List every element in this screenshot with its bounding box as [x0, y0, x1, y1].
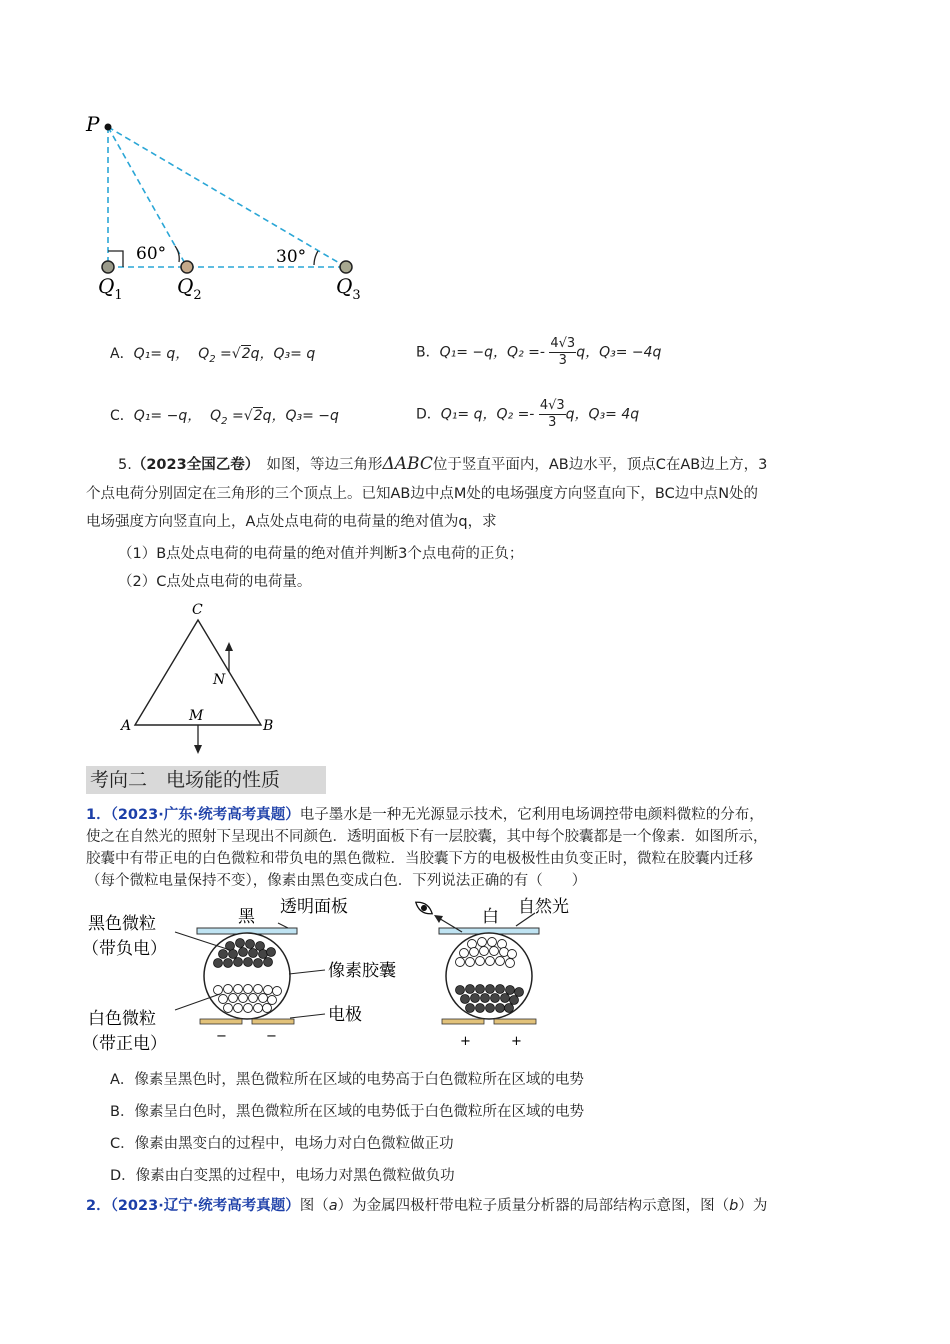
charge-q1 — [102, 261, 114, 273]
svg-text:C: C — [192, 602, 203, 618]
svg-text:像素胶囊: 像素胶囊 — [328, 961, 396, 981]
svg-text:（带正电）: （带正电） — [82, 1034, 167, 1054]
p1-line3: 胶囊中有带正电的白色微粒和带负电的黑色微粒．当胶囊下方的电极极性由负变正时，微粒在胶囊内迁移 — [86, 851, 753, 867]
eink-figure — [80, 892, 600, 1092]
option-a[interactable]: A．Q₁= q， $Q_2 =√2q$，Q₃= q — [110, 346, 316, 365]
q5-line1: 5.（2023全国乙卷） 如图，等边三角形ΔABC位于竖直平面内，AB边水平，顶点C在AB边上方，3 — [118, 454, 768, 474]
svg-text:−: − — [266, 1029, 277, 1044]
triangle-figure — [115, 598, 285, 758]
svg-text:白色微粒: 白色微粒 — [88, 1009, 156, 1029]
label-30: 30° — [276, 247, 307, 267]
section-heading: 考向二 电场能的性质 — [86, 766, 326, 794]
p1-option-c[interactable]: C．像素由黑变白的过程中，电场力对白色微粒做正功 — [110, 1136, 454, 1152]
p1-option-b[interactable]: B．像素呈白色时，黑色微粒所在区域的电势低于白色微粒所在区域的电势 — [110, 1104, 584, 1120]
q5-line3: 电场强度方向竖直向上，A点处点电荷的电荷量的绝对值为q，求 — [86, 514, 497, 530]
p1-line2: 使之在自然光的照射下呈现出不同颜色．透明面板下有一层胶囊，其中每个胶囊都是一个像素．如图所示， — [86, 829, 768, 845]
svg-text:黑色微粒: 黑色微粒 — [88, 914, 156, 934]
label-q3: $Q_3$ — [336, 274, 361, 303]
svg-text:+: + — [511, 1034, 522, 1049]
eye-icon — [414, 899, 435, 917]
q5-sub1: （1）B点处点电荷的电荷量的绝对值并判断3个点电荷的正负； — [118, 546, 524, 562]
option-b[interactable]: B．Q₁= −q，Q₂ =- $\frac{4√3}{3}$ q，Q₃= −4q — [416, 336, 662, 368]
charge-q3 — [340, 261, 352, 273]
label-p: P — [86, 112, 100, 136]
svg-text:（带负电）: （带负电） — [82, 939, 167, 959]
q5-sub2: （2）C点处点电荷的电荷量。 — [118, 574, 312, 590]
label-q2: $Q_2$ — [177, 274, 202, 303]
svg-text:−: − — [216, 1029, 227, 1044]
svg-text:M: M — [189, 708, 204, 724]
label-q1: $Q_1$ — [98, 274, 123, 303]
label-60: 60° — [136, 244, 167, 264]
charge-q2 — [181, 261, 193, 273]
svg-text:N: N — [213, 672, 226, 688]
svg-text:+: + — [460, 1034, 471, 1049]
p2-line1: 2．（2023·辽宁·统考高考真题）图（a）为金属四极杆带电粒子质量分析器的局部结构示意图，图（b）为 — [86, 1198, 768, 1214]
svg-text:A: A — [121, 718, 132, 734]
option-d[interactable]: D．Q₁= q，Q₂ =- $\frac{4√3}{3}$ q，Q₃= 4q — [416, 398, 640, 430]
option-c[interactable]: C．Q₁= −q， $Q_2 =√2q$，Q₃= −q — [110, 408, 339, 427]
svg-text:白: 白 — [482, 907, 499, 927]
p1-line1: 1．（2023·广东·统考高考真题）电子墨水是一种无光源显示技术，它利用电场调控带电颜料微粒的分布， — [86, 807, 764, 823]
p1-option-d[interactable]: D．像素由白变黑的过程中，电场力对黑色微粒做负功 — [110, 1168, 455, 1184]
svg-text:电极: 电极 — [328, 1005, 362, 1025]
svg-text:透明面板: 透明面板 — [280, 897, 348, 917]
q5-line2: 个点电荷分别固定在三角形的三个顶点上。已知AB边中点M处的电场强度方向竖直向下，BC边中点N处的 — [86, 486, 759, 502]
point-p — [105, 124, 112, 131]
svg-text:黑: 黑 — [238, 907, 255, 927]
p1-line4: （每个微粒电量保持不变），像素由黑色变成白色．下列说法正确的有（ ） — [86, 873, 587, 889]
svg-text:B: B — [263, 718, 274, 734]
charges-figure — [80, 105, 380, 310]
svg-text:自然光: 自然光 — [518, 897, 569, 917]
p1-option-a[interactable]: A．像素呈黑色时，黑色微粒所在区域的电势高于白色微粒所在区域的电势 — [110, 1072, 584, 1088]
